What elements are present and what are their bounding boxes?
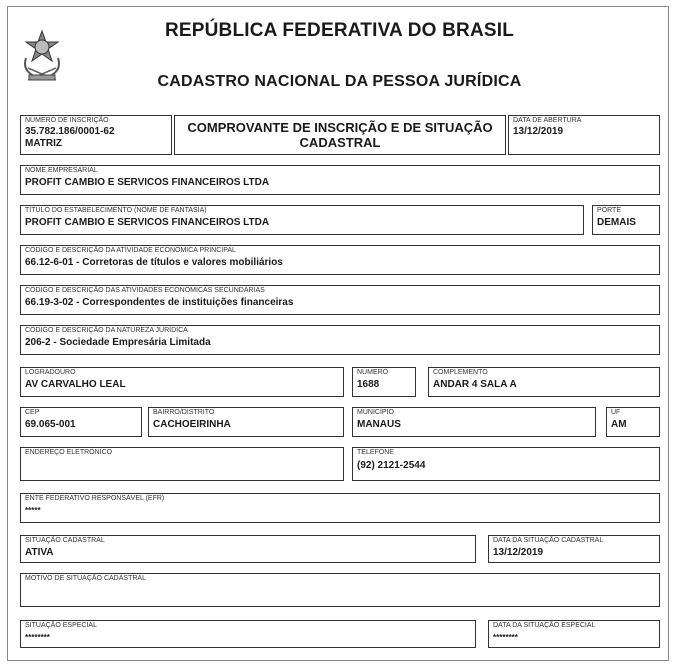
situacao-box: [20, 535, 476, 563]
situacao-especial-value: ********: [25, 633, 50, 642]
logradouro-label: LOGRADOURO: [25, 369, 76, 376]
porte-value: DEMAIS: [597, 217, 636, 228]
inscricao-type: MATRIZ: [25, 138, 63, 149]
situacao-especial-box: [20, 620, 476, 648]
agency-title: CADASTRO NACIONAL DA PESSOA JURÍDICA: [157, 73, 522, 90]
telefone-box: [352, 447, 660, 481]
country-title: REPÚBLICA FEDERATIVA DO BRASIL: [164, 20, 515, 41]
complemento-value: ANDAR 4 SALA A: [433, 379, 517, 390]
titulo-box: [20, 205, 584, 235]
cep-value: 69.065-001: [25, 419, 76, 430]
data-situacao-value: 13/12/2019: [493, 547, 544, 558]
natureza-juridica-box: [20, 325, 660, 355]
data-situacao-box: [488, 535, 660, 563]
document-title: COMPROVANTE DE INSCRIÇÃO E DE SITUAÇÃO CADASTRAL: [174, 115, 506, 155]
inscricao-label: NÚMERO DE INSCRIÇÃO: [25, 117, 109, 124]
uf-value: AM: [611, 419, 627, 430]
atividade-principal-label: CÓDIGO E DESCRIÇÃO DA ATIVIDADE ECONÔMICA PRINCIPAL: [25, 247, 236, 254]
titulo-label: TÍTULO DO ESTABELECIMENTO (NOME DE FANTASIA): [25, 207, 207, 214]
atividades-secundarias-label: CÓDIGO E DESCRIÇÃO DAS ATIVIDADES ECONÔMICAS SECUNDÁRIAS: [25, 287, 265, 294]
cep-box: [20, 407, 142, 437]
telefone-value: (92) 2121-2544: [357, 460, 426, 471]
motivo-label: MOTIVO DE SITUAÇÃO CADASTRAL: [25, 575, 146, 582]
bairro-value: CACHOEIRINHA: [153, 419, 231, 430]
numero-label: NÚMERO: [357, 369, 389, 376]
atividades-secundarias-value: 66.19-3-02 - Correspondentes de instituições financeiras: [25, 297, 294, 308]
efr-value: *****: [25, 506, 41, 515]
municipio-label: MUNICÍPIO: [357, 409, 394, 416]
telefone-label: TELEFONE: [357, 449, 394, 456]
porte-label: PORTE: [597, 207, 621, 214]
municipio-value: MANAUS: [357, 419, 401, 430]
data-situacao-especial-label: DATA DA SITUAÇÃO ESPECIAL: [493, 622, 596, 629]
atividades-secundarias-box: [20, 285, 660, 315]
abertura-box: [508, 115, 660, 155]
porte-box: [592, 205, 660, 235]
abertura-label: DATA DE ABERTURA: [513, 117, 582, 124]
atividade-principal-value: 66.12-6-01 - Corretoras de títulos e valores mobiliários: [25, 257, 283, 268]
situacao-label: SITUAÇÃO CADASTRAL: [25, 537, 105, 544]
natureza-juridica-value: 206-2 - Sociedade Empresária Limitada: [25, 337, 211, 348]
endereco-eletronico-label: ENDEREÇO ELETRÔNICO: [25, 449, 113, 456]
nome-empresarial-label: NOME EMPRESARIAL: [25, 167, 98, 174]
data-situacao-especial-value: ********: [493, 633, 518, 642]
bairro-box: [148, 407, 344, 437]
uf-label: UF: [611, 409, 621, 416]
logradouro-box: [20, 367, 344, 397]
complemento-box: [428, 367, 660, 397]
nome-empresarial-box: [20, 165, 660, 195]
inscricao-box: [20, 115, 172, 155]
numero-value: 1688: [357, 379, 380, 390]
atividade-principal-box: [20, 245, 660, 275]
bairro-label: BAIRRO/DISTRITO: [153, 409, 215, 416]
municipio-box: [352, 407, 596, 437]
titulo-value: PROFIT CAMBIO E SERVICOS FINANCEIROS LTDA: [25, 217, 270, 228]
logradouro-value: AV CARVALHO LEAL: [25, 379, 126, 390]
natureza-juridica-label: CÓDIGO E DESCRIÇÃO DA NATUREZA JURÍDICA: [25, 327, 188, 334]
complemento-label: COMPLEMENTO: [433, 369, 488, 376]
situacao-especial-label: SITUAÇÃO ESPECIAL: [25, 622, 97, 629]
abertura-value: 13/12/2019: [513, 126, 564, 137]
data-situacao-label: DATA DA SITUAÇÃO CADASTRAL: [493, 537, 604, 544]
efr-box: [20, 493, 660, 523]
endereco-eletronico-box: [20, 447, 344, 481]
numero-box: [352, 367, 416, 397]
inscricao-number: 35.782.186/0001-62: [25, 126, 115, 137]
uf-box: [606, 407, 660, 437]
efr-label: ENTE FEDERATIVO RESPONSÁVEL (EFR): [25, 495, 165, 502]
data-situacao-especial-box: [488, 620, 660, 648]
motivo-box: [20, 573, 660, 607]
situacao-value: ATIVA: [25, 547, 54, 558]
cep-label: CEP: [25, 409, 40, 416]
nome-empresarial-value: PROFIT CAMBIO E SERVICOS FINANCEIROS LTDA: [25, 177, 270, 188]
